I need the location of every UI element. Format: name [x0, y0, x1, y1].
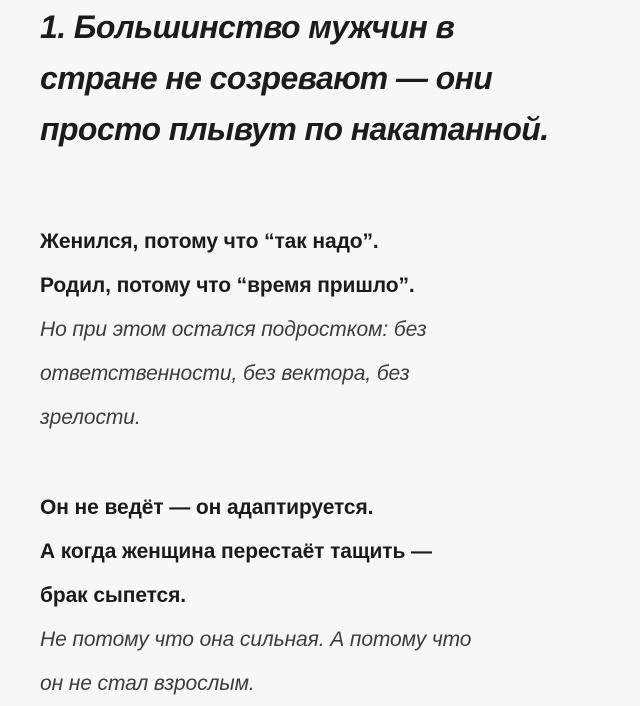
bold-line: Родил, потому что “время пришло”.: [40, 274, 415, 297]
italic-line: Но при этом остался подростком: без: [40, 318, 427, 341]
bold-line: Он не ведёт — он адаптируется.: [40, 496, 374, 519]
italic-line: зрелости.: [40, 406, 141, 429]
bold-line: брак сыпется.: [40, 584, 186, 607]
bold-line: А когда женщина перестаёт тащить —: [40, 540, 432, 563]
heading-line: 1. Большинство мужчин в: [40, 9, 455, 45]
heading-line: стране не созревают — они: [40, 60, 493, 96]
italic-line: ответственности, без вектора, без: [40, 362, 410, 385]
heading-line: просто плывут по накатанной.: [40, 111, 549, 147]
bold-line: Женился, потому что “так надо”.: [40, 230, 379, 253]
paragraph-marriage: [40, 220, 610, 440]
paragraph-adaptation: [40, 486, 610, 706]
section-heading: [40, 2, 610, 155]
italic-line: он не стал взрослым.: [40, 672, 255, 695]
italic-line: Не потому что она сильная. А потому что: [40, 628, 472, 651]
